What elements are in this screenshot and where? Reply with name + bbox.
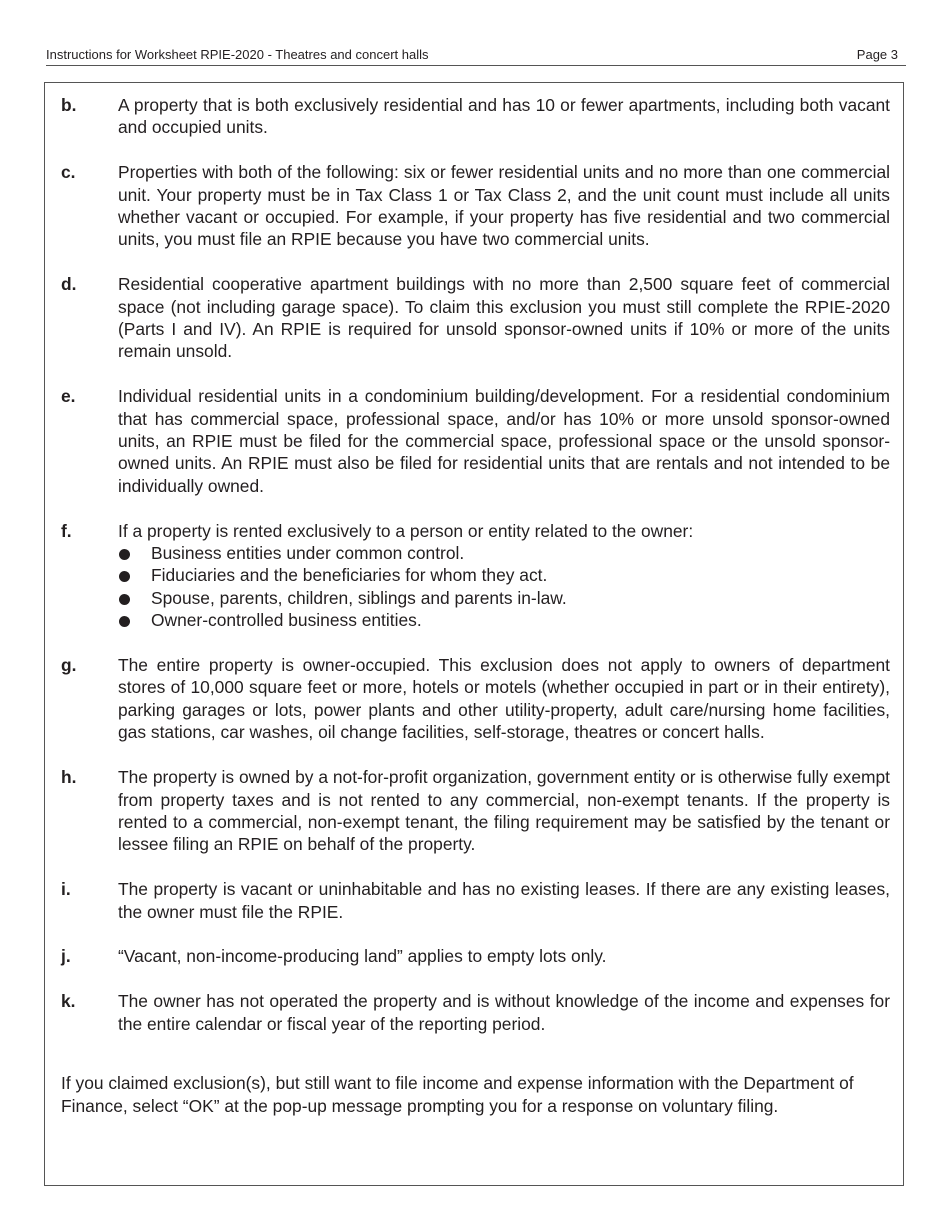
exclusion-item xyxy=(61,161,890,251)
bullet-item xyxy=(118,542,890,564)
exclusion-item xyxy=(61,990,890,1035)
bullet-text: Owner-controlled business entities. xyxy=(151,610,422,631)
page-header xyxy=(46,46,906,66)
item-text: Properties with both of the following: six or fewer residential units and no more than one commercial unit. Your property must be in Tax Class 1 or Tax Class 2, and the unit count must include all units whether vacant or occupied. For example, if your property has five residential and two commercial units, you must file an RPIE because you have two commercial units. xyxy=(118,162,890,250)
item-text: If a property is rented exclusively to a person or entity related to the owner: xyxy=(118,520,694,541)
page-number: Page 3 xyxy=(856,47,898,62)
bullet-icon xyxy=(119,594,130,605)
exclusion-item xyxy=(61,654,890,744)
exclusion-item xyxy=(61,94,890,139)
item-letter: b. xyxy=(61,95,77,115)
item-letter: d. xyxy=(61,274,77,295)
item-letter: h. xyxy=(61,767,77,788)
exclusion-item xyxy=(61,273,890,363)
exclusion-list xyxy=(61,94,890,1057)
bullet-text: Business entities under common control. xyxy=(151,543,465,564)
bullet-item xyxy=(118,587,890,609)
exclusion-item xyxy=(61,385,890,497)
exclusion-item xyxy=(61,945,890,967)
exclusion-item xyxy=(61,520,890,632)
bullet-icon xyxy=(119,549,130,560)
item-text: The property is vacant or uninhabitable and has no existing leases. If there are any existing leases, the owner must file the RPIE. xyxy=(118,879,890,922)
item-letter: e. xyxy=(61,386,76,407)
item-text: A property that is both exclusively residential and has 10 or fewer apartments, including both vacant and occupied units. xyxy=(118,95,890,138)
document-title: Instructions for Worksheet RPIE-2020 - Theatres and concert halls xyxy=(46,47,429,62)
item-letter: c. xyxy=(61,162,76,183)
item-letter: k. xyxy=(61,991,76,1012)
item-text: “Vacant, non-income-producing land” applies to empty lots only. xyxy=(118,946,607,967)
item-text: The property is owned by a not-for-profit organization, government entity or is otherwise fully exempt from property taxes and is not rented to any commercial, non-exempt tenants. If the property is rented to a commercial, non-exempt tenant, the filing requirement may be satisfied by the tenant or lessee filing an RPIE on behalf of the property. xyxy=(118,767,890,855)
voluntary-filing-note: If you claimed exclusion(s), but still want to file income and expense information with the Department of Finance, select “OK” at the pop-up message prompting you for a response on voluntary filing. xyxy=(61,1073,854,1116)
item-letter: f. xyxy=(61,520,72,541)
item-text: The entire property is owner-occupied. This exclusion does not apply to owners of department stores of 10,000 square feet or more, hotels or motels (whether occupied in part or in their entirety), parking garages or lots, power plants and other utility-property, adult care/nursing home facilities, gas stations, car washes, oil change facilities, self-storage, theatres or concert halls. xyxy=(118,655,890,743)
item-letter: g. xyxy=(61,655,77,676)
exclusion-item xyxy=(61,878,890,923)
related-party-list xyxy=(118,542,890,632)
item-text: Residential cooperative apartment buildings with no more than 2,500 square feet of commercial space (not including garage space). To claim this exclusion you must still complete the RPIE-2020 (Parts I and IV). An RPIE is required for unsold sponsor-owned units if 10% or more of the units remain unsold. xyxy=(118,274,890,362)
bullet-text: Spouse, parents, children, siblings and parents in-law. xyxy=(151,587,567,608)
bullet-icon xyxy=(119,616,130,627)
bullet-icon xyxy=(119,571,130,582)
content-box xyxy=(44,82,904,1186)
exclusion-item xyxy=(61,766,890,856)
bullet-item xyxy=(118,564,890,586)
item-text: The owner has not operated the property and is without knowledge of the income and expenses for the entire calendar or fiscal year of the reporting period. xyxy=(118,991,890,1034)
bullet-text: Fiduciaries and the beneficiaries for whom they act. xyxy=(151,565,548,586)
bullet-item xyxy=(118,609,890,631)
item-letter: i. xyxy=(61,879,71,900)
item-letter: j. xyxy=(61,946,71,967)
item-text: Individual residential units in a condominium building/development. For a residential condominium that has commercial space, professional space, and/or has 10% or more unsold sponsor-owned units, an RPIE must be filed for the commercial space, professional space or the unsold sponsor-owned units. An RPIE must also be filed for residential units that are rentals and not intended to be individually owned. xyxy=(118,386,890,496)
